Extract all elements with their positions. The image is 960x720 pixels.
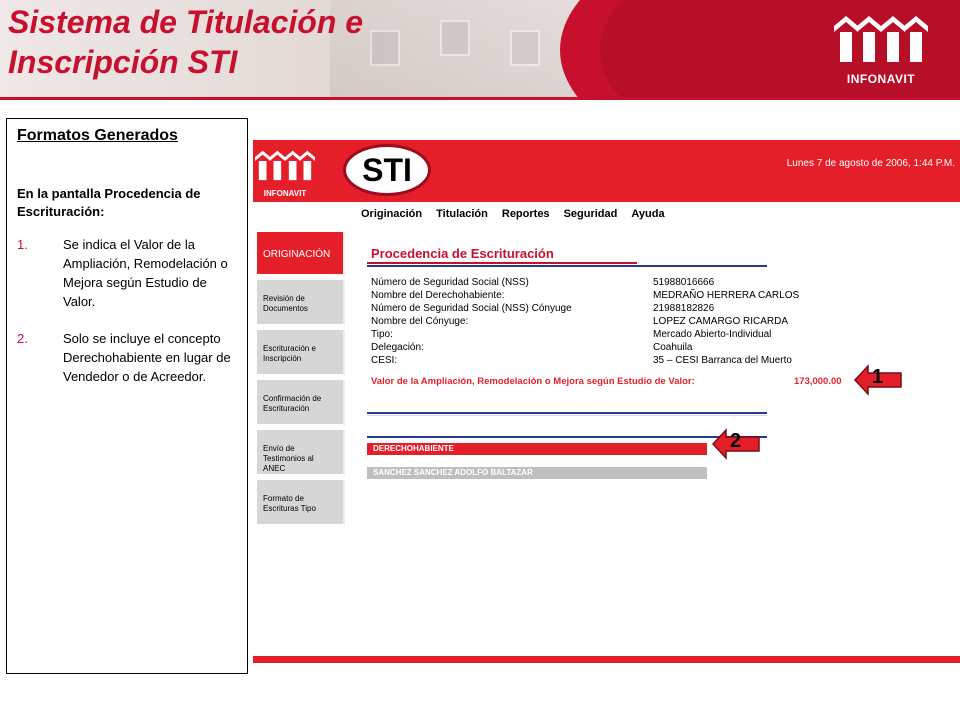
field-label: CESI: <box>371 355 398 366</box>
divider <box>367 412 767 414</box>
callout-number: 1 <box>872 366 884 388</box>
list-item-text: Solo se incluye el concepto Derechohabiente en lugar de Vendedor o de Acreedor. <box>63 331 231 384</box>
field-value: 51988016666 <box>653 277 715 288</box>
sti-badge: STI <box>343 144 431 196</box>
menu-item-titulacion[interactable]: Titulación <box>436 208 488 220</box>
list-item-text: Se indica el Valor de la Ampliación, Remodelación o Mejora según Estudio de Valor. <box>63 237 228 309</box>
app-topbar <box>253 140 960 202</box>
callout-arrow-2 <box>712 428 760 460</box>
info-box <box>6 118 248 674</box>
sidebar-item-confirmacion[interactable]: Confirmación de Escrituración <box>257 380 345 426</box>
list-item-number: 2. <box>17 331 28 346</box>
sidebar-item-formato[interactable]: Formato de Escrituras Tipo <box>257 480 345 526</box>
list-item <box>17 329 237 386</box>
valor-ampliacion-label: Valor de la Ampliación, Remodelación o Mejora según Estudio de Valor: <box>371 376 695 387</box>
menu-item-originacion[interactable]: Originación <box>361 208 423 220</box>
field-value: Mercado Abierto-Individual <box>653 329 772 340</box>
menu-item-seguridad[interactable]: Seguridad <box>563 208 618 220</box>
field-label: Nombre del Derechohabiente: <box>371 290 505 301</box>
callout-number: 2 <box>730 430 742 452</box>
page-title: Procedencia de Escrituración <box>371 246 554 261</box>
callout-arrow-1 <box>854 364 902 396</box>
field-label: Número de Seguridad Social (NSS) Cónyuge <box>371 303 572 314</box>
app-menu <box>361 208 665 220</box>
field-label: Número de Seguridad Social (NSS) <box>371 277 529 288</box>
valor-ampliacion-value: 173,000.00 <box>794 376 842 387</box>
field-label: Tipo: <box>371 329 393 340</box>
field-value: Coahuila <box>653 342 693 353</box>
sidebar-item-escrituracion[interactable]: Escrituración e Inscripción <box>257 330 345 376</box>
slide-title: Sistema de Titulación e Inscripción STI <box>8 4 364 80</box>
info-box-intro: En la pantalla Procedencia de Escrituración: <box>17 186 201 219</box>
list-item-number: 1. <box>17 237 28 252</box>
field-label: Nombre del Cónyuge: <box>371 316 469 327</box>
menu-item-reportes[interactable]: Reportes <box>501 208 550 220</box>
divider <box>367 436 767 438</box>
app-screenshot <box>253 140 960 670</box>
section-header-derechohabiente: DERECHOHABIENTE <box>367 443 707 455</box>
infonavit-houses-icon <box>255 150 315 186</box>
logo-text: INFONAVIT <box>846 72 916 86</box>
title-underline <box>367 262 637 264</box>
field-value: LOPEZ CAMARGO RICARDA <box>653 316 789 327</box>
divider <box>367 265 767 267</box>
field-value: 21988182826 <box>653 303 715 314</box>
menu-item-ayuda[interactable]: Ayuda <box>631 208 665 220</box>
app-date: Lunes 7 de agosto de 2006, 1:44 P.M. <box>786 158 955 169</box>
field-label: Delegación: <box>371 342 424 353</box>
list-item <box>17 235 237 311</box>
field-value: MEDRAÑO HERRERA CARLOS <box>653 290 800 301</box>
app-bottom-bar <box>253 656 960 663</box>
app-logo-text: INFONAVIT <box>263 189 307 198</box>
app-logo[interactable] <box>255 150 315 198</box>
sidebar-item-originacion[interactable]: ORIGINACIÓN <box>257 232 345 276</box>
sidebar-item-revision[interactable]: Revisión de Documentos <box>257 280 345 326</box>
info-box-title: Formatos Generados <box>17 127 178 144</box>
infonavit-houses-icon <box>834 16 928 70</box>
derechohabiente-name: SANCHEZ SANCHEZ ADOLFO BALTAZAR <box>367 467 707 479</box>
sidebar-item-envio[interactable]: Envío de Testimonios al ANEC <box>257 430 345 476</box>
field-value: 35 – CESI Barranca del Muerto <box>653 355 792 366</box>
side-nav <box>257 232 349 530</box>
infonavit-logo <box>834 16 928 86</box>
